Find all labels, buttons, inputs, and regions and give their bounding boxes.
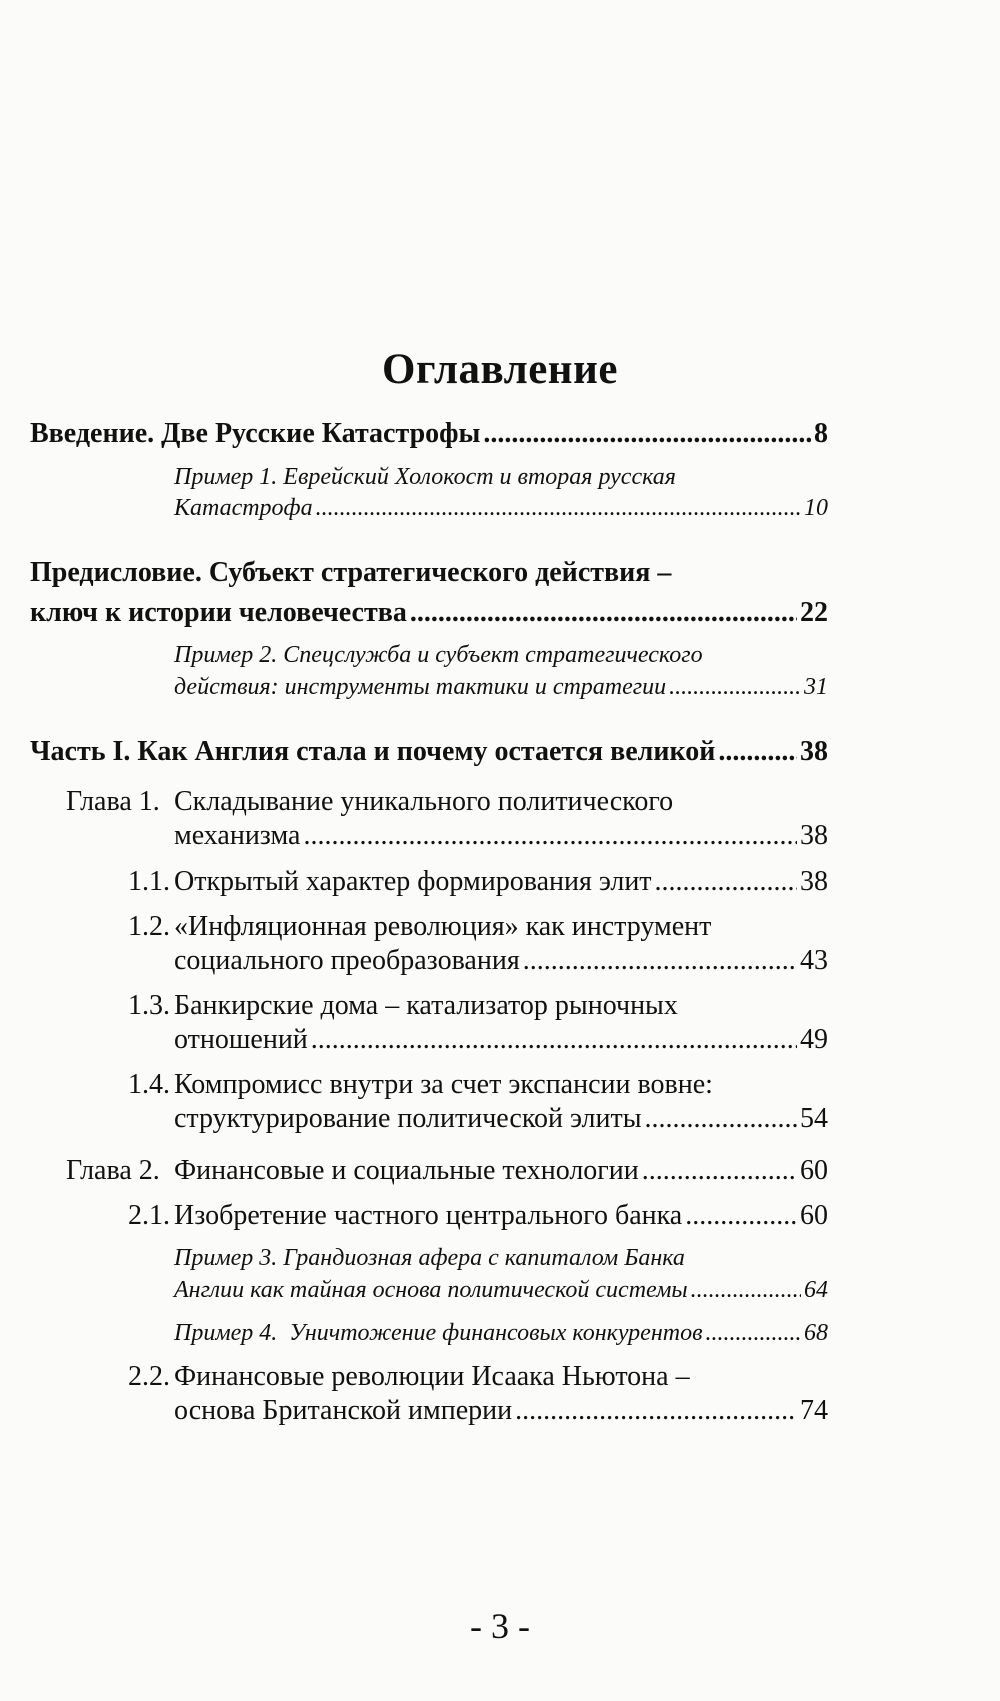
- toc-entry-text: Открытый характер формирования элит: [174, 866, 652, 897]
- toc-page-number: 64: [804, 1277, 828, 1303]
- toc-entry-text: отношений: [174, 1024, 308, 1055]
- toc-example-2-line1[interactable]: Пример 2. Спецслужба и субъект стратегического: [174, 642, 703, 668]
- leader-dots: [718, 736, 797, 768]
- toc-section-1-4-line1[interactable]: Компромисс внутри за счет экспансии вовне:: [174, 1069, 713, 1100]
- toc-chapter-1-line1[interactable]: Складывание уникального политического: [174, 786, 674, 817]
- page-title: Оглавление: [382, 346, 618, 393]
- toc-entry-section-1-3[interactable]: [174, 1024, 828, 1056]
- leader-dots: [691, 1277, 801, 1304]
- section-1-3-number: 1.3.: [128, 990, 170, 1021]
- toc-entry-intro[interactable]: [30, 418, 828, 450]
- leader-dots: [705, 1320, 801, 1347]
- toc-page-number: 60: [800, 1155, 828, 1186]
- leader-dots: [645, 1103, 797, 1135]
- toc-page-number: 10: [804, 495, 828, 521]
- toc-entry-text: структурирование политической элиты: [174, 1103, 642, 1134]
- toc-entry-text: механизма: [174, 820, 301, 851]
- toc-entry-text: Введение. Две Русские Катастрофы: [30, 418, 481, 449]
- toc-entry-section-1-4[interactable]: [174, 1103, 828, 1135]
- toc-page-number: 60: [800, 1200, 828, 1231]
- leader-dots: [410, 597, 797, 629]
- leader-dots: [655, 866, 797, 898]
- toc-section-2-2-line1[interactable]: Финансовые революции Исаака Ньютона –: [174, 1361, 690, 1392]
- toc-entry-preface[interactable]: [30, 597, 828, 629]
- section-2-1-number: 2.1.: [128, 1200, 170, 1231]
- section-2-2-number: 2.2.: [128, 1361, 170, 1392]
- toc-entry-text: действия: инструменты тактики и стратегии: [174, 674, 667, 700]
- toc-example-3-line1[interactable]: Пример 3. Грандиозная афера с капиталом Банка: [174, 1245, 685, 1271]
- toc-entry-part-1[interactable]: [30, 736, 828, 768]
- toc-entry-text: Финансовые и социальные технологии: [174, 1155, 639, 1186]
- toc-example-3[interactable]: [174, 1277, 828, 1304]
- toc-section-1-2-line1[interactable]: «Инфляционная революция» как инструмент: [174, 911, 712, 942]
- leader-dots: [483, 418, 811, 450]
- toc-entry-text: основа Британской империи: [174, 1395, 513, 1426]
- toc-page-number: 68: [804, 1320, 828, 1346]
- leader-dots: [642, 1155, 797, 1187]
- toc-entry-text: Часть I. Как Англия стала и почему остается великой: [30, 736, 716, 767]
- toc-entry-chapter-1[interactable]: [174, 820, 828, 852]
- toc-page-number: 38: [800, 820, 828, 851]
- toc-entry-section-2-1[interactable]: [174, 1200, 828, 1232]
- leader-dots: [523, 945, 797, 977]
- leader-dots: [669, 674, 801, 701]
- toc-example-1[interactable]: [174, 495, 828, 522]
- leader-dots: [316, 495, 801, 522]
- leader-dots: [311, 1024, 797, 1056]
- toc-page-number: 22: [800, 597, 828, 628]
- toc-page-number: 54: [800, 1103, 828, 1134]
- toc-example-4[interactable]: [174, 1320, 828, 1347]
- toc-page-number: 8: [814, 418, 828, 449]
- leader-dots: [303, 820, 797, 852]
- section-1-2-number: 1.2.: [128, 911, 170, 942]
- toc-entry-text: Изобретение частного центрального банка: [174, 1200, 683, 1231]
- toc-entry-text: Пример 4. Уничтожение финансовых конкурентов: [174, 1320, 703, 1346]
- toc-entry-text: Англии как тайная основа политической системы: [174, 1277, 688, 1303]
- toc-page-number: 31: [804, 674, 828, 700]
- toc-page-number: 74: [800, 1395, 828, 1426]
- chapter-2-label: Глава 2.: [66, 1155, 160, 1186]
- toc-entry-text: ключ к истории человечества: [30, 597, 407, 628]
- toc-entry-text: Катастрофа: [174, 495, 313, 521]
- section-1-1-number: 1.1.: [128, 866, 170, 897]
- toc-page-number: 43: [800, 945, 828, 976]
- toc-example-2[interactable]: [174, 674, 828, 701]
- leader-dots: [685, 1200, 797, 1232]
- page-number: - 3 -: [470, 1606, 530, 1646]
- toc-page-number: 38: [800, 736, 828, 767]
- toc-section-1-3-line1[interactable]: Банкирские дома – катализатор рыночных: [174, 990, 678, 1021]
- toc-preface-line1[interactable]: Предисловие. Субъект стратегического действия –: [30, 557, 672, 588]
- toc-entry-section-1-1[interactable]: [174, 866, 828, 898]
- section-1-4-number: 1.4.: [128, 1069, 170, 1100]
- toc-entry-section-1-2[interactable]: [174, 945, 828, 977]
- chapter-1-label: Глава 1.: [66, 786, 160, 817]
- toc-entry-chapter-2[interactable]: [174, 1155, 828, 1187]
- toc-entry-section-2-2[interactable]: [174, 1395, 828, 1427]
- toc-entry-text: социального преобразования: [174, 945, 520, 976]
- toc-example-1-line1[interactable]: Пример 1. Еврейский Холокост и вторая русская: [174, 464, 676, 490]
- leader-dots: [515, 1395, 797, 1427]
- toc-page-number: 49: [800, 1024, 828, 1055]
- toc-page-number: 38: [800, 866, 828, 897]
